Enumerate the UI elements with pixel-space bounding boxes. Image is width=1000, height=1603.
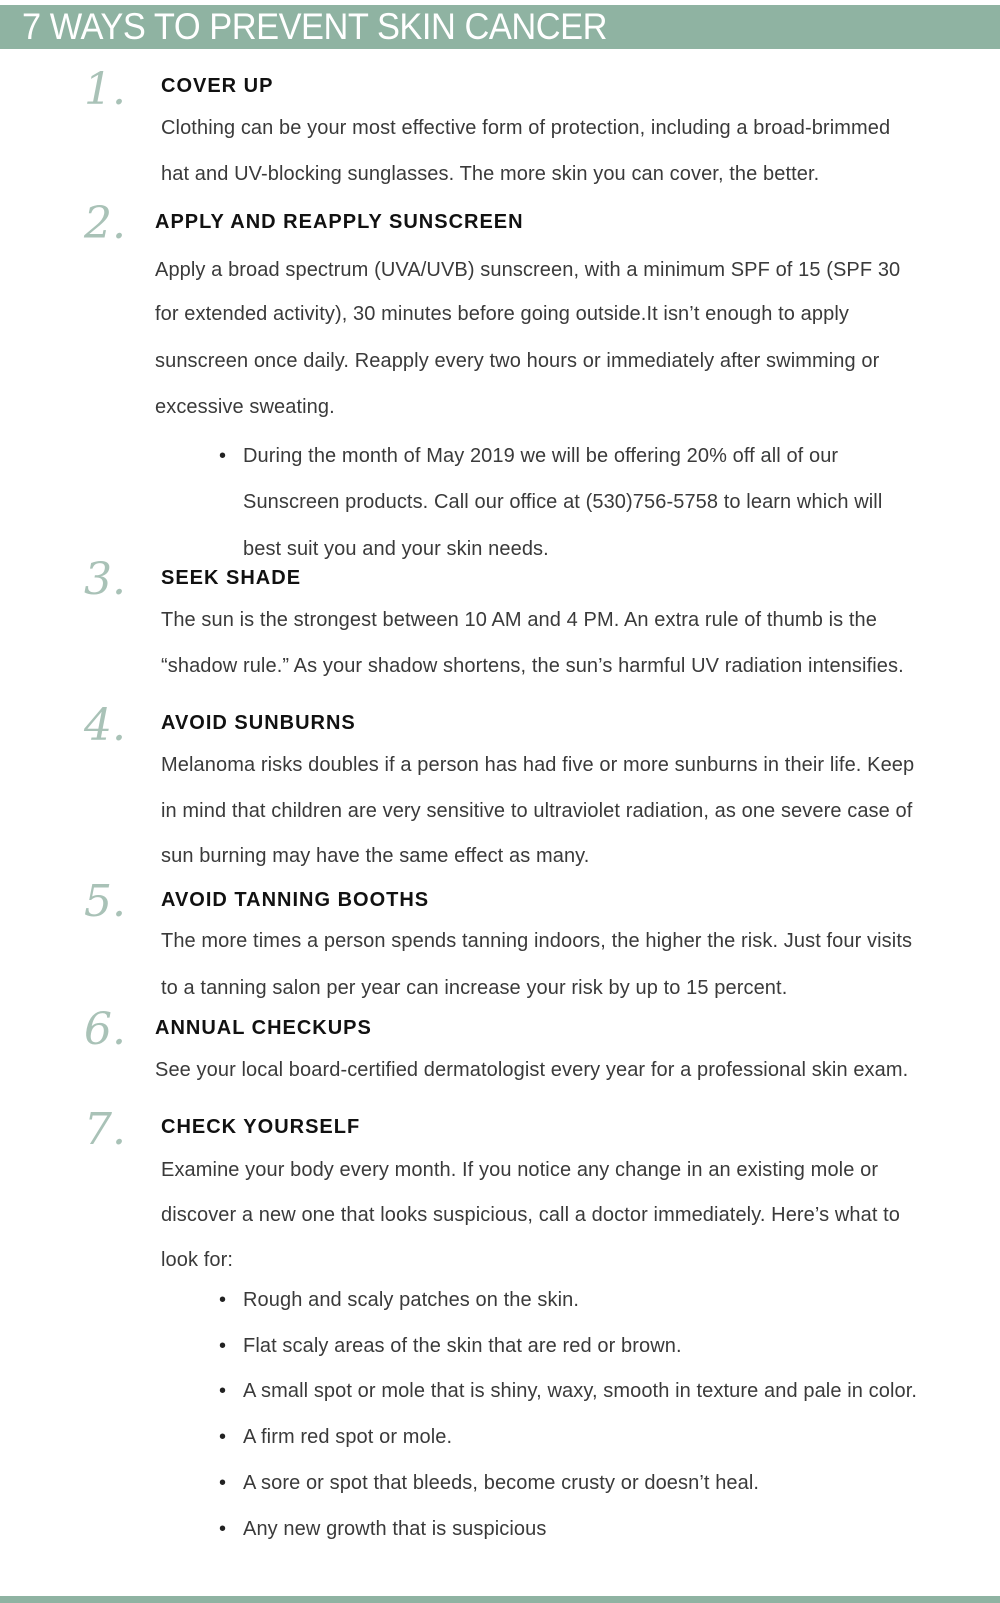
bullet-text: A sore or spot that bleeds, become crusty or doesn’t heal. [243, 1472, 760, 1494]
item-text: “shadow rule.” As your shadow shortens, the sun’s harmful UV radiation intensifies. [161, 655, 904, 677]
bullet-text: Rough and scaly patches on the skin. [243, 1289, 580, 1311]
bullet-icon: • [219, 1472, 227, 1494]
title-banner [0, 5, 1000, 49]
item-heading: APPLY AND REAPPLY SUNSCREEN [155, 211, 524, 233]
page-title: 7 WAYS TO PREVENT SKIN CANCER [22, 6, 608, 47]
bullet-icon: • [219, 1289, 227, 1311]
item-number: 5. [84, 876, 126, 927]
bullet-icon: • [219, 1380, 227, 1402]
item-number: 3. [84, 554, 126, 605]
bullet-text: A firm red spot or mole. [243, 1426, 453, 1448]
bullet-icon: • [219, 1335, 227, 1357]
bullet-text: During the month of May 2019 we will be offering 20% off all of our [243, 445, 839, 467]
item-text: sunscreen once daily. Reapply every two hours or immediately after swimming or [155, 350, 880, 372]
bullet-text: A small spot or mole that is shiny, waxy, smooth in texture and pale in color. [243, 1380, 918, 1402]
item-text: See your local board-certified dermatologist every year for a professional skin exam. [155, 1059, 909, 1081]
item-number: 1. [84, 64, 126, 115]
item-text: discover a new one that looks suspicious, call a doctor immediately. Here’s what to [161, 1204, 901, 1226]
bullet-icon: • [219, 445, 227, 467]
item-number: 7. [84, 1104, 126, 1155]
item-heading: CHECK YOURSELF [161, 1116, 361, 1138]
item-text: Apply a broad spectrum (UVA/UVB) sunscreen, with a minimum SPF of 15 (SPF 30 [155, 259, 901, 281]
item-heading: SEEK SHADE [161, 567, 302, 589]
item-text: Melanoma risks doubles if a person has had five or more sunburns in their life. Keep [161, 754, 915, 776]
item-text: look for: [161, 1249, 234, 1271]
item-heading: COVER UP [161, 75, 274, 97]
item-heading: ANNUAL CHECKUPS [155, 1017, 372, 1039]
item-heading: AVOID SUNBURNS [161, 712, 356, 734]
bullet-text: Any new growth that is suspicious [243, 1518, 547, 1540]
bullet-text: Flat scaly areas of the skin that are red or brown. [243, 1335, 682, 1357]
bullet-icon: • [219, 1426, 227, 1448]
item-number: 4. [84, 700, 126, 751]
item-text: Examine your body every month. If you notice any change in an existing mole or [161, 1159, 879, 1181]
item-text: The sun is the strongest between 10 AM and 4 PM. An extra rule of thumb is the [161, 609, 877, 631]
item-text: excessive sweating. [155, 396, 335, 418]
item-text: to a tanning salon per year can increase your risk by up to 15 percent. [161, 977, 788, 999]
item-number: 6. [84, 1004, 126, 1055]
footer-divider [0, 1596, 1000, 1603]
item-text: in mind that children are very sensitive to ultraviolet radiation, as one severe case of [161, 800, 913, 822]
item-text: hat and UV-blocking sunglasses. The more skin you can cover, the better. [161, 163, 820, 185]
item-text: Clothing can be your most effective form of protection, including a broad-brimmed [161, 117, 891, 139]
item-text: sun burning may have the same effect as many. [161, 845, 590, 867]
item-text: The more times a person spends tanning indoors, the higher the risk. Just four visits [161, 930, 913, 952]
bullet-icon: • [219, 1518, 227, 1540]
item-heading: AVOID TANNING BOOTHS [161, 889, 430, 911]
item-text: for extended activity), 30 minutes before going outside.It isn’t enough to apply [155, 303, 849, 325]
bullet-text: best suit you and your skin needs. [243, 538, 549, 560]
item-number: 2. [84, 198, 126, 249]
bullet-text: Sunscreen products. Call our office at (530)756-5758 to learn which will [243, 491, 883, 513]
